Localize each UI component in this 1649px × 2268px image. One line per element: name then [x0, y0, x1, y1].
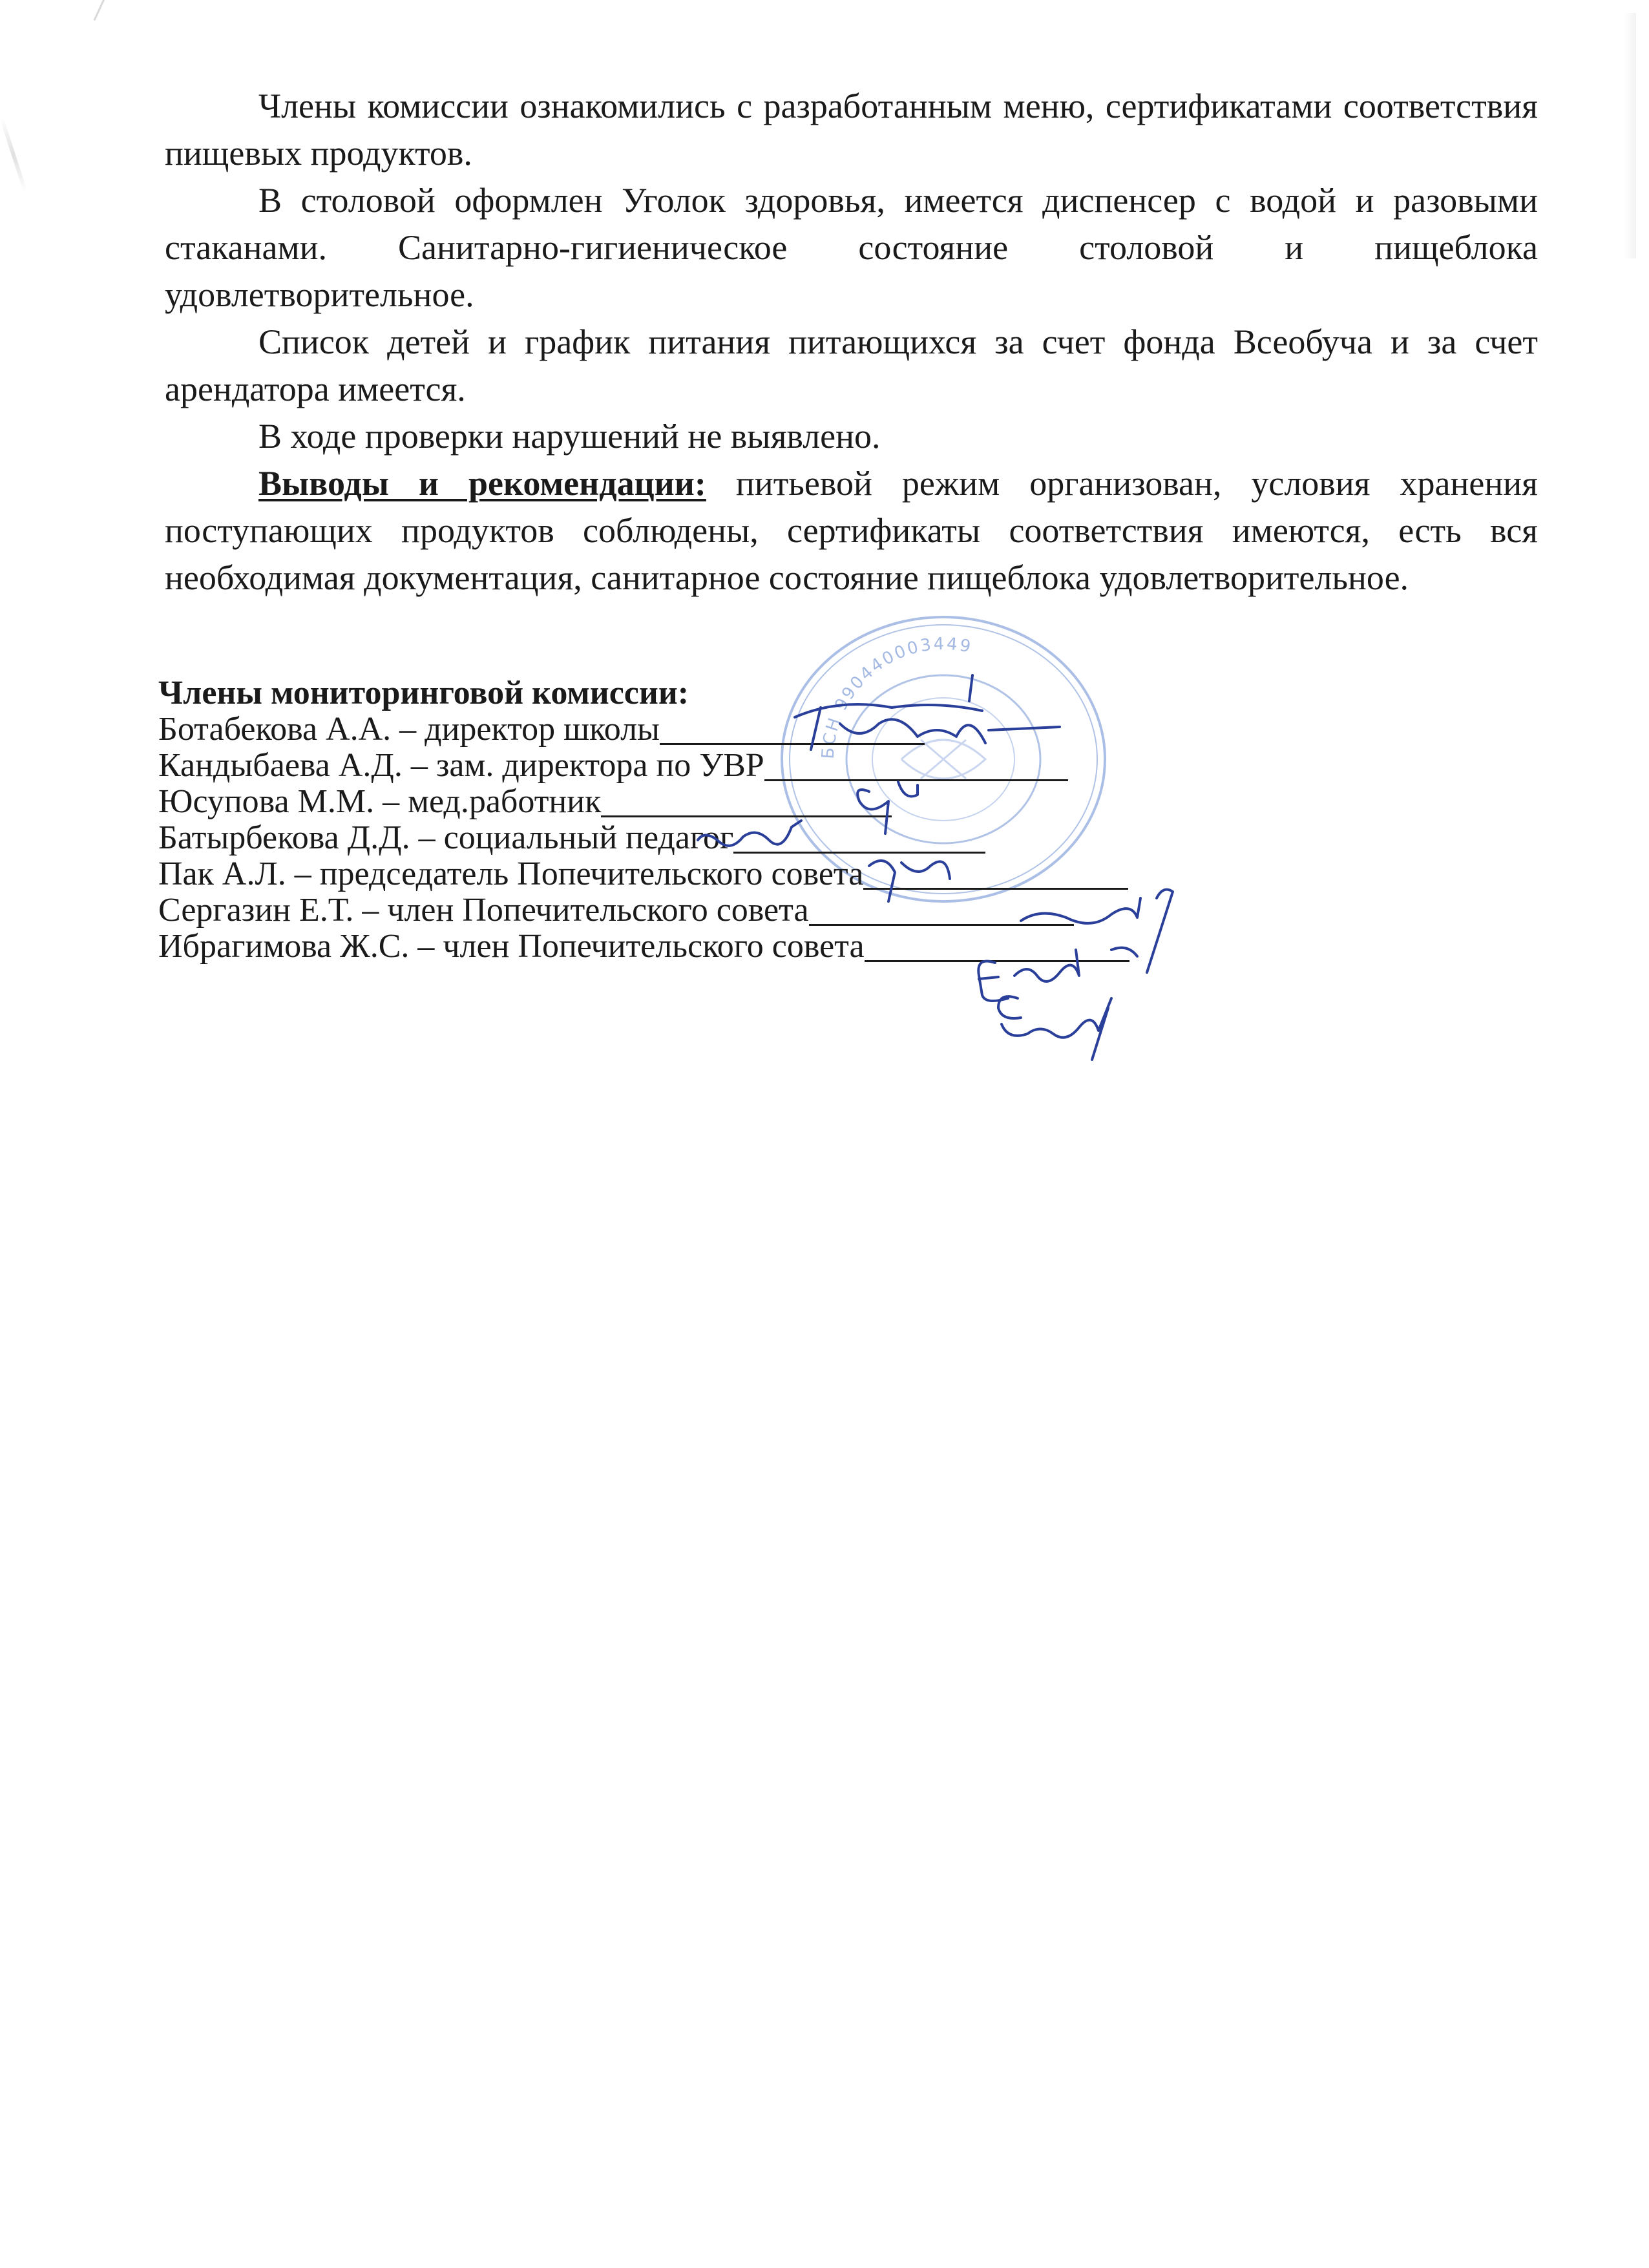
member-name: Пак А.Л. – председатель Попечительского совета: [158, 856, 864, 892]
member-name: Батырбекова Д.Д. – социальный педагог: [158, 819, 734, 856]
scan-artifact: [93, 0, 141, 37]
scan-artifact: [0, 118, 27, 193]
paragraph: Список детей и график питания питающихся за счет фонда Всеобуча и за счет арендатора имеется.: [165, 322, 1538, 408]
member-name: Ботабекова А.А. – директор школы: [158, 711, 660, 748]
member-name: Юсупова М.М. – мед.работник: [158, 783, 602, 820]
member-row: [158, 820, 1321, 856]
paragraph: Члены комиссии ознакомились с разработанным меню, сертификатами соответствия пищевых продуктов.: [165, 87, 1538, 173]
signature-mark: [998, 996, 1111, 1060]
signature-line: [764, 751, 1068, 781]
member-row: [158, 892, 1321, 929]
signature-line: [863, 859, 1128, 890]
signature-line: [809, 896, 1074, 926]
scan-artifact: [1624, 13, 1636, 258]
conclusion-label: Выводы и рекомендации:: [258, 464, 706, 503]
member-row: [158, 784, 1321, 820]
paragraph: В ходе проверки нарушений не выявлено.: [258, 417, 881, 456]
member-row: [158, 711, 1321, 748]
members-heading: Члены мониторинговой комиссии:: [158, 675, 689, 711]
conclusion-paragraph: [165, 460, 1538, 602]
member-row: [158, 748, 1321, 784]
document-body: [165, 83, 1538, 602]
member-name: Ибрагимова Ж.С. – член Попечительского совета: [158, 928, 865, 965]
commission-members: [158, 675, 1321, 965]
signature-line: [601, 787, 892, 817]
signature-line: [733, 823, 985, 854]
stamp-text: БСН 990440003449: [818, 634, 974, 760]
member-row: [158, 856, 1321, 892]
member-row: [158, 929, 1321, 965]
conclusion-text: питьевой режим организован, условия хранения поступающих продуктов соблюдены, сертификаты соответствия имеются, есть вся необходимая документация, санитарное состояние пищеблока удовлетворительное.: [165, 464, 1539, 597]
member-name: Кандыбаева А.Д. – зам. директора по УВР: [158, 747, 764, 784]
member-name: Сергазин Е.Т. – член Попечительского совета: [158, 892, 809, 929]
signature-line: [865, 932, 1129, 962]
paragraph: В столовой оформлен Уголок здоровья, имеется диспенсер с водой и разовыми стаканами. Санитарно-гигиеническое состояние столовой и пищеблока удовлетворительное.: [165, 181, 1538, 314]
signature-line: [660, 715, 925, 745]
